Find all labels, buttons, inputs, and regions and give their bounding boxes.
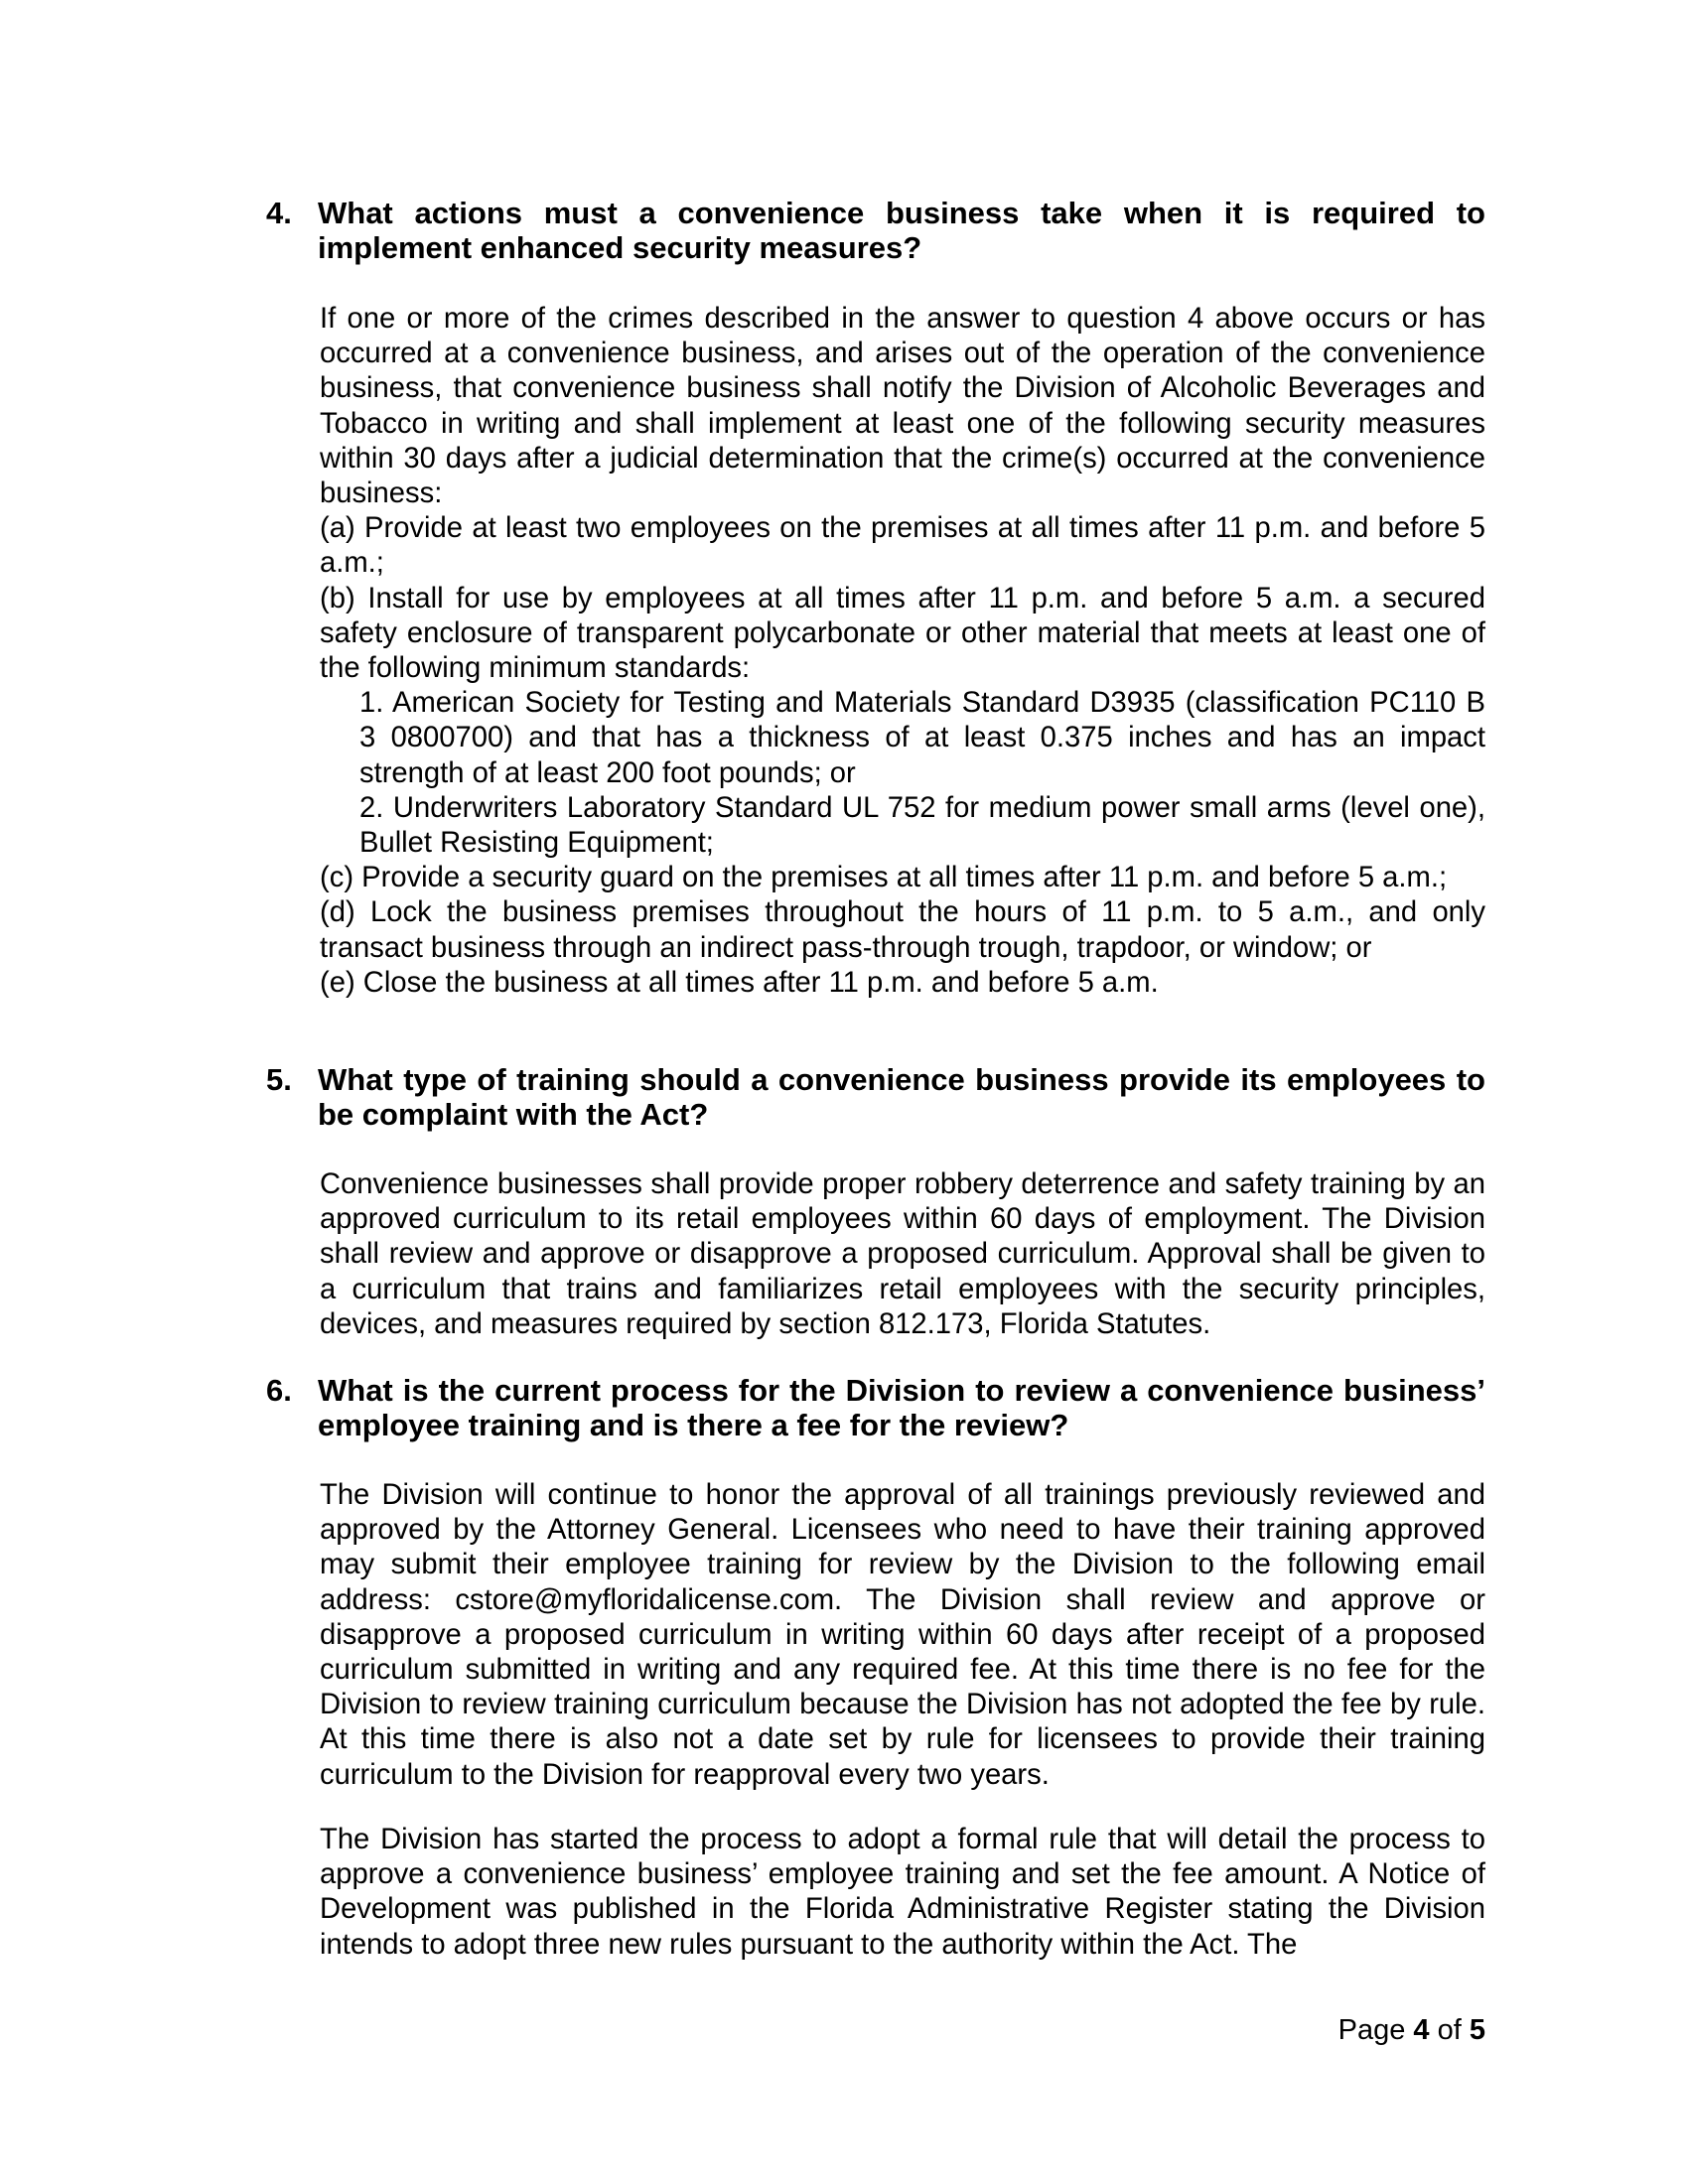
page-number-footer: [1338, 2013, 1485, 2048]
question-heading: What type of training should a convenience business provide its employees to be complaint with the Act?: [318, 1062, 1485, 1132]
question-6: [266, 1373, 1485, 1442]
answer-6-continued: [320, 1823, 1485, 1963]
question-number: 6.: [266, 1373, 292, 1408]
list-item: (c) Provide a security guard on the premises at all times after 11 p.m. and before 5 a.m.;: [320, 862, 1448, 894]
question-heading: What actions must a convenience business take when it is required to implement enhanced security measures?: [318, 196, 1485, 265]
list-item: (d) Lock the business premises throughout the hours of 11 p.m. to 5 a.m., and only transact business through an indirect pass-through trough, trapdoor, or window; or: [320, 896, 1485, 964]
question-number: 5.: [266, 1062, 292, 1097]
list-item: (a) Provide at least two employees on the premises at all times after 11 p.m. and before 5 a.m.;: [320, 512, 1485, 580]
question-heading: What is the current process for the Division to review a convenience business’ employee training and is there a fee for the review?: [318, 1373, 1485, 1442]
answer-6: [320, 1478, 1485, 1793]
answer-5: [320, 1167, 1485, 1342]
answer-paragraph: If one or more of the crimes described in the answer to question 4 above occurs or has occurred at a convenience business, and arises out of the operation of the convenience business, that convenience business shall notify the Division of Alcoholic Beverages and Tobacco in writing and shall implement at least one of the following security measures within 30 days after a judicial determination that the crime(s) occurred at the convenience business:: [320, 303, 1485, 510]
answer-4: [320, 302, 1485, 1001]
list-subitem: 2. Underwriters Laboratory Standard UL 752 for medium power small arms (level one), Bullet Resisting Equipment;: [359, 791, 1485, 860]
answer-paragraph: The Division will continue to honor the approval of all trainings previously reviewed and approved by the Attorney General. Licensees who need to have their training approved may submit their employee training for review by the Division to the following email address: cstore@myfloridalicense.com. The Division shall review and approve or disapprove a proposed curriculum in writing within 60 days after receipt of a proposed curriculum submitted in writing and any required fee. At this time there is no fee for the Division to review training curriculum because the Division has not adopted the fee by rule. At this time there is also not a date set by rule for licensees to provide their training curriculum to the Division for reapproval every two years.: [320, 1479, 1485, 1791]
of-label: of: [1437, 2014, 1462, 2046]
list-item: (b) Install for use by employees at all times after 11 p.m. and before 5 a.m. a secured safety enclosure of transparent polycarbonate or other material that meets at least one of the following minimum standards:: [320, 582, 1485, 685]
list-item: (e) Close the business at all times after 11 p.m. and before 5 a.m.: [320, 966, 1159, 999]
page-label: Page: [1337, 2014, 1406, 2046]
list-subitem: 1. American Society for Testing and Materials Standard D3935 (classification PC110 B 3 0800700) and that has a thickness of at least 0.375 inches and has an impact strength of at least 200 foot pounds; or: [359, 687, 1485, 789]
total-pages-number: 5: [1469, 2014, 1485, 2046]
question-number: 4.: [266, 196, 292, 230]
question-4: [266, 196, 1485, 265]
current-page-number: 4: [1413, 2014, 1430, 2046]
question-5: [266, 1062, 1485, 1132]
answer-paragraph: Convenience businesses shall provide proper robbery deterrence and safety training by an approved curriculum to its retail employees within 60 days of employment. The Division shall review and approve or disapprove a proposed curriculum. Approval shall be given to a curriculum that trains and familiarizes retail employees with the security principles, devices, and measures required by section 812.173, Florida Statutes.: [320, 1168, 1485, 1340]
answer-paragraph: The Division has started the process to adopt a formal rule that will detail the process to approve a convenience business’ employee training and set the fee amount. A Notice of Development was published in the Florida Administrative Register stating the Division intends to adopt three new rules pursuant to the authority within the Act. The: [320, 1824, 1485, 1961]
